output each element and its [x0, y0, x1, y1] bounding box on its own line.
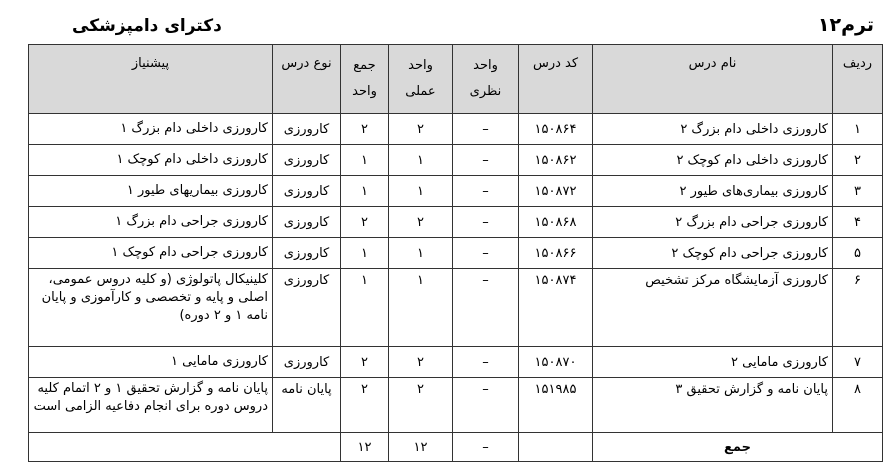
- course-type: کارورزی: [273, 145, 341, 176]
- totals-blank: [29, 433, 341, 462]
- row-index: ۷: [833, 347, 883, 378]
- practical-units: ۱: [389, 238, 453, 269]
- course-table: [28, 44, 883, 462]
- course-type: کارورزی: [273, 114, 341, 145]
- row-index: ۶: [833, 269, 883, 347]
- theory-units: –: [453, 238, 519, 269]
- practical-units: ۲: [389, 114, 453, 145]
- header-code: کد درس: [519, 45, 593, 114]
- table-header-row: [29, 45, 883, 114]
- course-code: ۱۵۰۸۷۲: [519, 176, 593, 207]
- course-name: کارورزی بیماری‌های طیور ۲: [593, 176, 833, 207]
- totals-code-blank: [519, 433, 593, 462]
- table-row: [29, 269, 883, 347]
- course-type: کارورزی: [273, 347, 341, 378]
- header-practical: واحد عملی: [389, 45, 453, 114]
- totals-theory: –: [453, 433, 519, 462]
- theory-units: –: [453, 269, 519, 347]
- total-units: ۱: [341, 269, 389, 347]
- table-row: [29, 347, 883, 378]
- theory-units: –: [453, 207, 519, 238]
- practical-units: ۲: [389, 347, 453, 378]
- table-row: [29, 378, 883, 433]
- prerequisite: کارورزی بیماریهای طیور ۱: [29, 176, 273, 207]
- header-total: جمع واحد: [341, 45, 389, 114]
- total-units: ۱: [341, 176, 389, 207]
- practical-units: ۱: [389, 145, 453, 176]
- course-code: ۱۵۰۸۶۴: [519, 114, 593, 145]
- row-index: ۱: [833, 114, 883, 145]
- prerequisite: کارورزی داخلی دام کوچک ۱: [29, 145, 273, 176]
- course-name: کارورزی آزمایشگاه مرکز تشخیص: [593, 269, 833, 347]
- totals-practical: ۱۲: [389, 433, 453, 462]
- header-theory: واحد نظری: [453, 45, 519, 114]
- total-units: ۲: [341, 378, 389, 433]
- total-units: ۲: [341, 114, 389, 145]
- total-units: ۲: [341, 207, 389, 238]
- practical-units: ۱: [389, 176, 453, 207]
- total-units: ۱: [341, 238, 389, 269]
- practical-units: ۲: [389, 378, 453, 433]
- prerequisite: کارورزی جراحی دام بزرگ ۱: [29, 207, 273, 238]
- course-code: ۱۵۰۸۶۲: [519, 145, 593, 176]
- prerequisite: کارورزی مامایی ۱: [29, 347, 273, 378]
- degree-title: دکترای دامپزشکی: [72, 16, 222, 36]
- course-name: کارورزی داخلی دام بزرگ ۲: [593, 114, 833, 145]
- course-name: کارورزی داخلی دام کوچک ۲: [593, 145, 833, 176]
- header-prereq: پیشنیاز: [29, 45, 273, 114]
- course-code: ۱۵۰۸۷۴: [519, 269, 593, 347]
- total-units: ۱: [341, 145, 389, 176]
- total-units: ۲: [341, 347, 389, 378]
- course-type: پایان نامه: [273, 378, 341, 433]
- course-name: پایان نامه و گزارش تحقیق ۳: [593, 378, 833, 433]
- row-index: ۲: [833, 145, 883, 176]
- table-row: [29, 114, 883, 145]
- course-type: کارورزی: [273, 176, 341, 207]
- header-index: ردیف: [833, 45, 883, 114]
- prerequisite: کلینیکال پاتولوژی (و کلیه دروس عمومی، اصلی و پایه و تخصصی و کارآموزی و پایان نامه ۱ و ۲ دوره): [29, 269, 273, 347]
- totals-label: جمع: [593, 433, 883, 462]
- course-code: ۱۵۰۸۷۰: [519, 347, 593, 378]
- course-code: ۱۵۰۸۶۸: [519, 207, 593, 238]
- prerequisite: کارورزی جراحی دام کوچک ۱: [29, 238, 273, 269]
- theory-units: –: [453, 378, 519, 433]
- course-type: کارورزی: [273, 238, 341, 269]
- totals-row: [29, 433, 883, 462]
- prerequisite: پایان نامه و گزارش تحقیق ۱ و ۲ اتمام کلیه دروس دوره برای انجام دفاعیه الزامی است: [29, 378, 273, 433]
- table-row: [29, 238, 883, 269]
- theory-units: –: [453, 347, 519, 378]
- prerequisite: کارورزی داخلی دام بزرگ ۱: [29, 114, 273, 145]
- table-row: [29, 145, 883, 176]
- theory-units: –: [453, 145, 519, 176]
- course-type: کارورزی: [273, 269, 341, 347]
- row-index: ۸: [833, 378, 883, 433]
- term-title: ترم۱۲: [817, 14, 874, 36]
- table-row: [29, 207, 883, 238]
- theory-units: –: [453, 176, 519, 207]
- practical-units: ۱: [389, 269, 453, 347]
- header-type: نوع درس: [273, 45, 341, 114]
- course-code: ۱۵۱۹۸۵: [519, 378, 593, 433]
- totals-total: ۱۲: [341, 433, 389, 462]
- course-name: کارورزی جراحی دام کوچک ۲: [593, 238, 833, 269]
- course-name: کارورزی جراحی دام بزرگ ۲: [593, 207, 833, 238]
- header-name: نام درس: [593, 45, 833, 114]
- course-code: ۱۵۰۸۶۶: [519, 238, 593, 269]
- row-index: ۳: [833, 176, 883, 207]
- practical-units: ۲: [389, 207, 453, 238]
- course-type: کارورزی: [273, 207, 341, 238]
- course-name: کارورزی مامایی ۲: [593, 347, 833, 378]
- row-index: ۵: [833, 238, 883, 269]
- theory-units: –: [453, 114, 519, 145]
- table-row: [29, 176, 883, 207]
- row-index: ۴: [833, 207, 883, 238]
